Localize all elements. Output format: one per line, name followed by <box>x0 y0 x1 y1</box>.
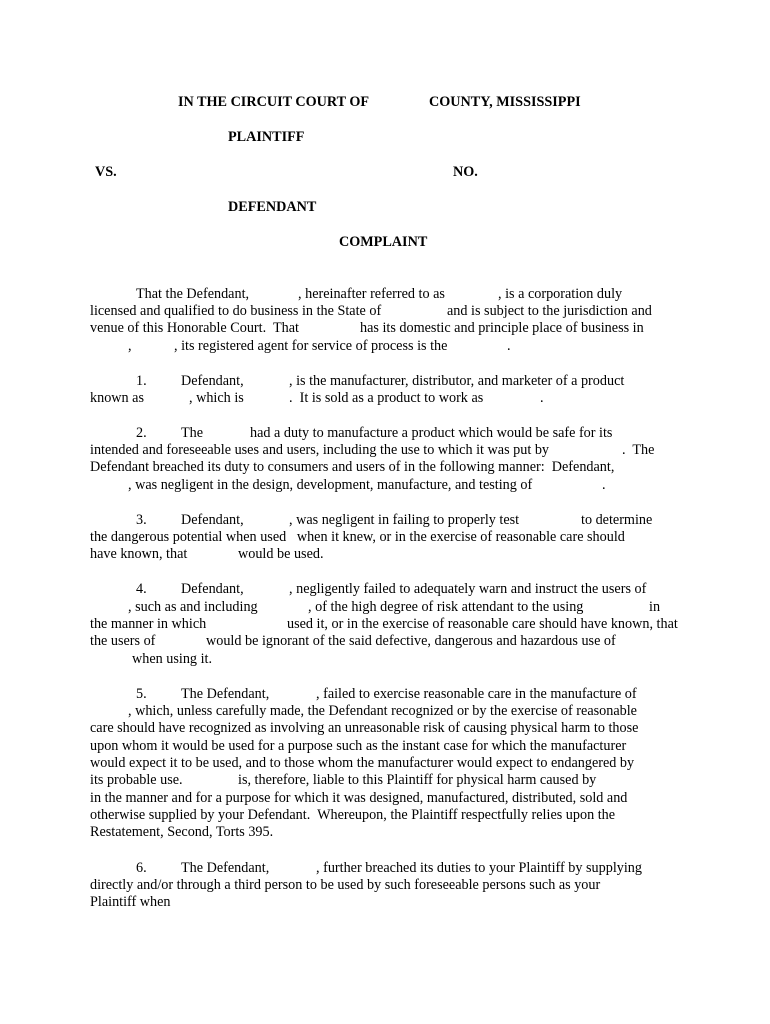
text-fragment: , is the manufacturer, distributor, and marketer of a product <box>289 373 625 389</box>
plaintiff-label: PLAINTIFF <box>228 129 305 145</box>
text-fragment: , such as and including <box>128 599 258 615</box>
text-fragment: known as <box>90 390 144 406</box>
text-fragment: , of the high degree of risk attendant to the using <box>308 599 584 615</box>
case-number-label: NO. <box>453 164 478 180</box>
text-fragment: venue of this Honorable Court. That <box>90 320 299 336</box>
text-fragment: care should have recognized as involving an unreasonable risk of causing physical harm to those <box>90 720 639 736</box>
text-fragment: , was negligent in the design, development, manufacture, and testing of <box>128 477 533 493</box>
paragraph-number: 3. <box>136 512 147 528</box>
text-fragment: . <box>507 338 511 354</box>
versus-label: VS. <box>95 164 117 180</box>
text-fragment: . The <box>622 442 655 458</box>
text-fragment: used it, or in the exercise of reasonable care should have known, that <box>287 616 678 632</box>
court-caption: IN THE CIRCUIT COURT OF <box>178 94 370 110</box>
text-fragment: Plaintiff when <box>90 894 171 910</box>
text-fragment: . It is sold as a product to work as <box>289 390 484 406</box>
text-fragment: in <box>649 599 661 615</box>
text-fragment: has its domestic and principle place of business in <box>360 320 644 336</box>
county-caption: COUNTY, MISSISSIPPI <box>429 94 581 110</box>
text-fragment: , further breached its duties to your Plaintiff by supplying <box>316 860 642 876</box>
text-fragment: to determine <box>581 512 653 528</box>
text-fragment: Restatement, Second, Torts 395. <box>90 824 274 840</box>
text-fragment: , which, unless carefully made, the Defendant recognized or by the exercise of reasonable <box>128 703 637 719</box>
text-fragment: The Defendant, <box>181 860 270 876</box>
text-fragment: Defendant, <box>181 512 244 528</box>
text-fragment: its probable use. <box>90 772 183 788</box>
text-fragment: , its registered agent for service of process is the <box>174 338 448 354</box>
text-fragment: would be used. <box>238 546 324 562</box>
text-fragment: That the Defendant, <box>136 286 250 302</box>
text-fragment: The Defendant, <box>181 686 270 702</box>
text-fragment: otherwise supplied by your Defendant. Whereupon, the Plaintiff respectfully relies upon the <box>90 807 616 823</box>
paragraph-number: 4. <box>136 581 147 597</box>
text-fragment: would be ignorant of the said defective, dangerous and hazardous use of <box>206 633 616 649</box>
text-fragment: and is subject to the jurisdiction and <box>447 303 652 319</box>
paragraph-number: 2. <box>136 425 147 441</box>
text-fragment: , was negligent in failing to properly test <box>289 512 520 528</box>
text-fragment: . <box>540 390 544 406</box>
text-fragment: is, therefore, liable to this Plaintiff for physical harm caused by <box>238 772 597 788</box>
text-fragment: The <box>181 425 204 441</box>
text-fragment: Defendant, <box>181 373 244 389</box>
text-fragment: , failed to exercise reasonable care in the manufacture of <box>316 686 637 702</box>
text-fragment: upon whom it would be used for a purpose such as the instant case for which the manufacturer <box>90 738 627 754</box>
text-fragment: directly and/or through a third person to be used by such foreseeable persons such as your <box>90 877 601 893</box>
text-fragment: , negligently failed to adequately warn and instruct the users of <box>289 581 647 597</box>
text-fragment: would expect it to be used, and to those whom the manufacturer would expect to endangered by <box>90 755 635 771</box>
paragraph-number: 6. <box>136 860 147 876</box>
defendant-label: DEFENDANT <box>228 199 317 215</box>
text-fragment: the manner in which <box>90 616 207 632</box>
text-fragment: , <box>128 338 132 354</box>
text-fragment: have known, that <box>90 546 188 562</box>
text-fragment: had a duty to manufacture a product which would be safe for its <box>250 425 613 441</box>
text-fragment: . <box>602 477 606 493</box>
text-fragment: intended and foreseeable uses and users, including the use to which it was put by <box>90 442 550 458</box>
paragraph-number: 1. <box>136 373 147 389</box>
text-fragment: the users of <box>90 633 156 649</box>
text-fragment: licensed and qualified to do business in the State of <box>90 303 382 319</box>
document-title: COMPLAINT <box>339 234 428 250</box>
text-fragment: Defendant, <box>181 581 244 597</box>
text-fragment: in the manner and for a purpose for which it was designed, manufactured, distributed, sold and <box>90 790 628 806</box>
paragraph-number: 5. <box>136 686 147 702</box>
text-fragment: when using it. <box>132 651 212 667</box>
text-fragment: , hereinafter referred to as <box>298 286 445 302</box>
text-fragment: , is a corporation duly <box>498 286 623 302</box>
text-fragment: Defendant breached its duty to consumers and users of in the following manner: Defendant, <box>90 459 615 475</box>
text-fragment: the dangerous potential when used when it knew, or in the exercise of reasonable care should <box>90 529 625 545</box>
text-fragment: , which is <box>189 390 244 406</box>
